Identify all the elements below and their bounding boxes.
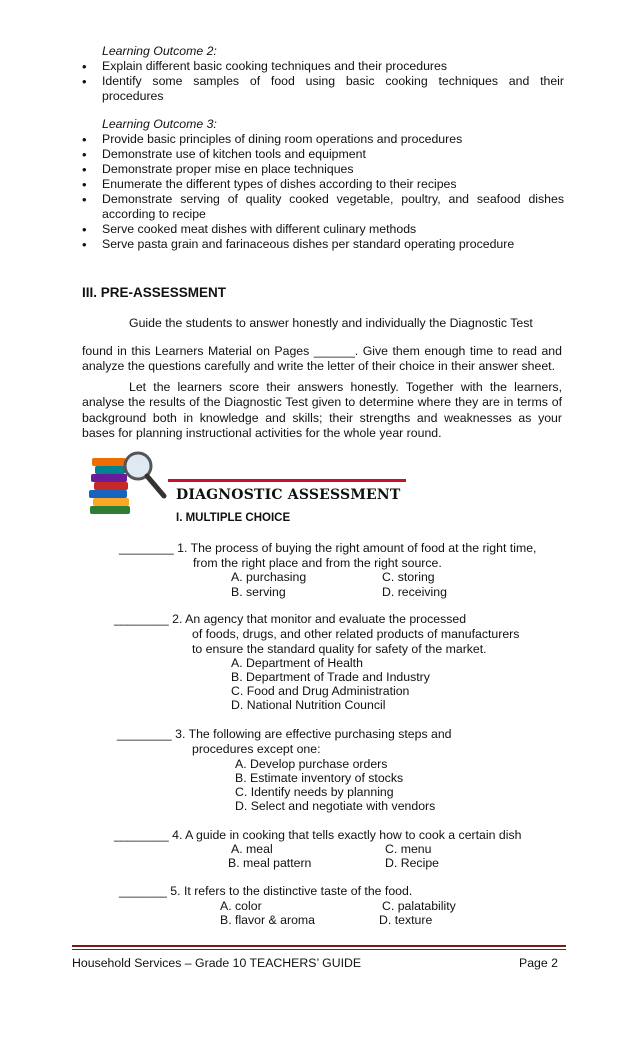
question-3-line: procedures except one: [192,742,321,756]
list-item: • Serve pasta grain and farinaceous dishes per standard operating procedure [82,237,564,252]
question-2: ________ 2. An agency that monitor and evaluate the processed [114,612,467,626]
option: A. Department of Health [231,656,363,670]
option: C. palatability [382,899,456,913]
list-item: • Demonstrate use of kitchen tools and equipment [82,147,564,162]
option: C. Food and Drug Administration [231,684,410,698]
option: A. color [220,899,262,913]
outcome2-heading: Learning Outcome 2: [102,44,217,58]
option: D. National Nutrition Council [231,698,386,712]
question-5: _______ 5. It refers to the distinctive taste of the food. [119,884,413,898]
list-item: • Demonstrate proper mise en place techniques [82,162,564,177]
option: B. Department of Trade and Industry [231,670,430,684]
option: D. texture [379,913,433,927]
page-number: Page 2 [519,956,558,970]
option: A. Develop purchase orders [235,757,388,771]
option: D. Select and negotiate with vendors [235,799,436,813]
question-4: ________ 4. A guide in cooking that tells exactly how to cook a certain dish [114,828,522,842]
option: B. meal pattern [228,856,312,870]
question-1-line: from the right place and from the right source. [193,556,442,570]
option: C. Identify needs by planning [235,785,394,799]
outcome2-list [82,59,564,89]
footer-rule [72,945,566,947]
option: B. flavor & aroma [220,913,315,927]
option: A. purchasing [231,570,307,584]
option: D. receiving [382,585,447,599]
list-item: • Explain different basic cooking techniques and their procedures [82,59,564,74]
option: C. menu [385,842,432,856]
option: B. serving [231,585,286,599]
footer-title: Household Services – Grade 10 TEACHERS’ GUIDE [72,956,362,970]
list-item: • Serve cooked meat dishes with different culinary methods [82,222,564,237]
outcome3-heading: Learning Outcome 3: [102,117,217,131]
section-title: III. PRE-ASSESSMENT [82,285,227,300]
option: C. storing [382,570,435,584]
paragraph-first-line: Guide the students to answer honestly and individually the Diagnostic Test [129,316,533,330]
list-item: • Identify some samples of food using basic cooking techniques and their [82,74,564,89]
option: D. Recipe [385,856,439,870]
list-item-continuation: procedures [102,89,164,103]
question-3: ________ 3. The following are effective purchasing steps and [117,727,452,741]
paragraph: Let the learners score their answers honestly. Together with the learners, analyse the results of the Diagnostic Test given to determine where they are in terms of background both in knowledge and skills; their strengths and weaknesses as your bases for planning instructional activities for the whole year round. [82,380,562,440]
list-item: • Enumerate the different types of dishes according to their recipes [82,177,564,192]
header-rule [168,479,406,482]
diagnostic-subtitle: I. MULTIPLE CHOICE [176,512,291,524]
option: A. meal [231,842,273,856]
paragraph: found in this Learners Material on Pages ______. Give them enough time to read and analyze the questions carefully and write the letter of their choice in their answer sheet. [82,344,562,374]
books-magnifier-icon [84,448,168,522]
option: B. Estimate inventory of stocks [235,771,404,785]
question-2-line: to ensure the standard quality for safety of the market. [192,642,487,656]
question-1: ________ 1. The process of buying the right amount of food at the right time, [119,541,537,555]
outcome3-list-cont [82,222,564,252]
list-item-continuation: according to recipe [102,207,206,221]
diagnostic-title: DIAGNOSTIC ASSESSMENT [176,487,401,503]
list-item: • Provide basic principles of dining room operations and procedures [82,132,564,147]
outcome3-list [82,132,564,207]
footer-rule [72,949,566,950]
list-item: • Demonstrate serving of quality cooked vegetable, poultry, and seafood dishes [82,192,564,207]
question-2-line: of foods, drugs, and other related products of manufacturers [192,627,520,641]
